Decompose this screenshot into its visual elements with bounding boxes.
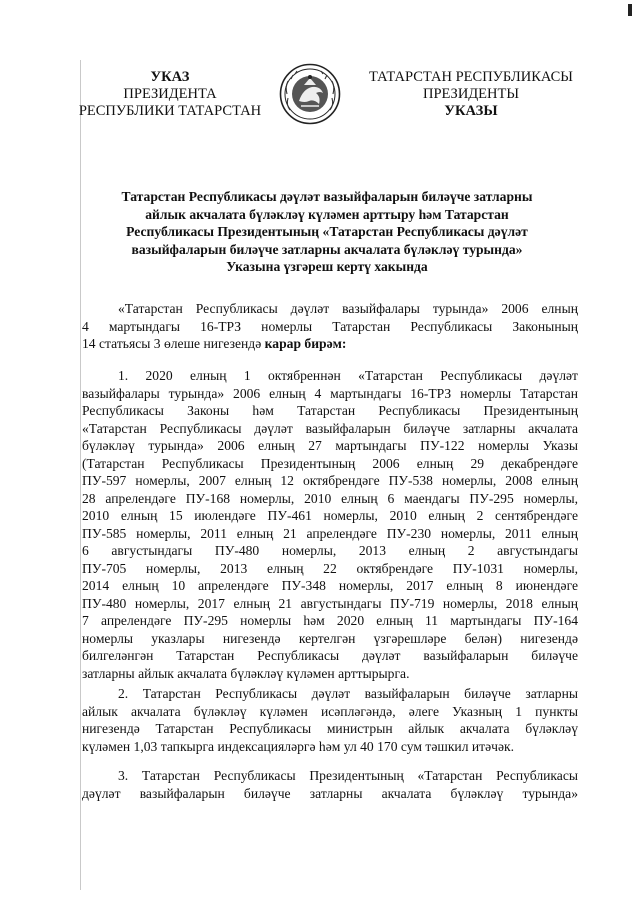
paragraph-1-line: 7 апрелендәге ПУ-295 номерлы һәм 2020 елның 11 мартындагы ПУ-164: [82, 613, 578, 628]
paragraph-2-line: күләмен 1,03 тапкырга индексацияләргә һәм ул 40 170 сум тәшкил итәчәк.: [82, 738, 515, 754]
preamble-paragraph: [82, 300, 578, 353]
header-left-russian: [70, 69, 270, 120]
paragraph-1-line: ПУ-705 номерлы, 2013 елның 22 октябрендәге ПУ-1031 номерлы,: [82, 560, 578, 576]
paragraph-1-line: 6 августындагы ПУ-480 номерлы, 2013 елның 2 августындагы: [82, 543, 578, 558]
paragraph-2-line: айлык акчалата бүләкләү күләмен исәпләгәндә, әлеге Указның 1 пункты: [82, 703, 578, 719]
paragraph-1-line: ПУ-480 номерлы, 2017 елның 21 августындагы ПУ-719 номерлы, 2018 елның: [82, 595, 578, 611]
paragraph-3-line: 3. Татарстан Республикасы Президентының «Татарстан Республикасы: [118, 768, 578, 783]
paragraph-1: [82, 367, 578, 682]
header-right-line-2: ПРЕЗИДЕНТЫ: [422, 86, 520, 102]
decree-title: [92, 188, 562, 276]
paragraph-1-line: 2014 елның 10 апрелендәге ПУ-348 номерлы, 2017 елның 8 июнендәге: [82, 578, 578, 593]
preamble-line: 4 мартындагы 16-ТРЗ номерлы Татарстан Республикасы Законының: [82, 318, 578, 334]
paragraph-1-line: номерлы указлары нигезендә кертелгән үзгәрешләре белән) нигезендә: [82, 630, 578, 646]
paragraph-1-line: ПУ-597 номерлы, 2007 елның 12 октябрендәге ПУ-538 номерлы, 2008 елның: [82, 473, 578, 488]
scan-margin-line: [80, 60, 81, 890]
paragraph-3-line: дәүләт вазыйфаларын биләүче затларны акчалата бүләкләү турында»: [82, 785, 578, 801]
paragraph-1-line: ПУ-585 номерлы, 2011 елның 21 апрелендәге ПУ-230 номерлы, 2011 елның: [82, 525, 578, 541]
paragraph-1-line: «Татарстан Республикасы дәүләт вазыйфаларын биләүче затларны акчалата: [82, 420, 578, 436]
paragraph-2: [82, 685, 578, 755]
tatarstan-coat-of-arms-icon: [279, 63, 341, 125]
paragraph-1-line: 2010 елның 15 июлендәге ПУ-461 номерлы, 2010 елның 2 сентябрендәге: [82, 508, 578, 523]
paragraph-2-line: 2. Татарстан Республикасы дәүләт вазыйфаларын биләүче затларны: [118, 686, 578, 701]
paragraph-1-line: (Татарстан Республикасы Президентының 2006 елның 29 декабрендәге: [82, 455, 578, 471]
paragraph-1-line: 28 апрелендәге ПУ-168 номерлы, 2010 елның 6 маендагы ПУ-295 номерлы,: [82, 490, 578, 506]
header-right-tatar: [362, 69, 580, 120]
preamble-emphasis: карар бирәм:: [264, 336, 347, 351]
paragraph-1-line: вазыйфалары турында» 2006 елның 4 мартындагы 16-ТРЗ номерлы Татарстан: [82, 385, 578, 401]
header-right-line-1: ТАТАРСТАН РЕСПУБЛИКАСЫ: [369, 69, 573, 85]
header-left-line-2: ПРЕЗИДЕНТА: [123, 86, 217, 102]
title-line: Татарстан Республикасы дәүләт вазыйфаларын биләүче затларны: [121, 189, 533, 204]
paragraph-1-line: 1. 2020 елның 1 октябреннән «Татарстан Республикасы дәүләт: [118, 368, 578, 383]
preamble-line-text: 14 статьясы 3 өлеше нигезендә: [82, 336, 262, 351]
paragraph-1-line: затларны айлык акчалата бүләкләү күләмен арттырырга.: [82, 665, 410, 681]
header-left-line-1: УКАЗ: [150, 69, 190, 85]
paragraph-1-line: Республикасы Законы һәм Татарстан Республикасы Президентының: [82, 403, 578, 418]
header-right-line-3: УКАЗЫ: [444, 103, 498, 119]
header-left-line-3: РЕСПУБЛИКИ ТАТАРСТАН: [78, 103, 262, 119]
title-line: Указына үзгәреш кертү хакында: [226, 259, 428, 274]
paragraph-1-line: бүләкләү турында» 2006 елның 27 мартындагы ПУ-122 номерлы Указы: [82, 438, 578, 453]
title-line: Республикасы Президентының «Татарстан Республикасы дәүләт: [126, 224, 528, 239]
preamble-line: [82, 335, 578, 353]
paragraph-3: [82, 767, 578, 802]
preamble-line: «Татарстан Республикасы дәүләт вазыйфалары турында» 2006 елның: [118, 301, 578, 316]
paragraph-2-line: нигезендә Татарстан Республикасы министрын айлык акчалата бүләкләү: [82, 721, 578, 736]
title-line: айлык акчалата бүләкләү күләмен арттыру һәм Татарстан: [145, 206, 509, 222]
paragraph-1-line: билгеләнгән Татарстан Республикасы дәүләт вазыйфаларын биләүче: [82, 648, 578, 663]
title-line: вазыйфаларын биләүче затларны акчалата бүләкләү турында»: [131, 241, 523, 257]
scan-corner-mark: [628, 4, 632, 16]
